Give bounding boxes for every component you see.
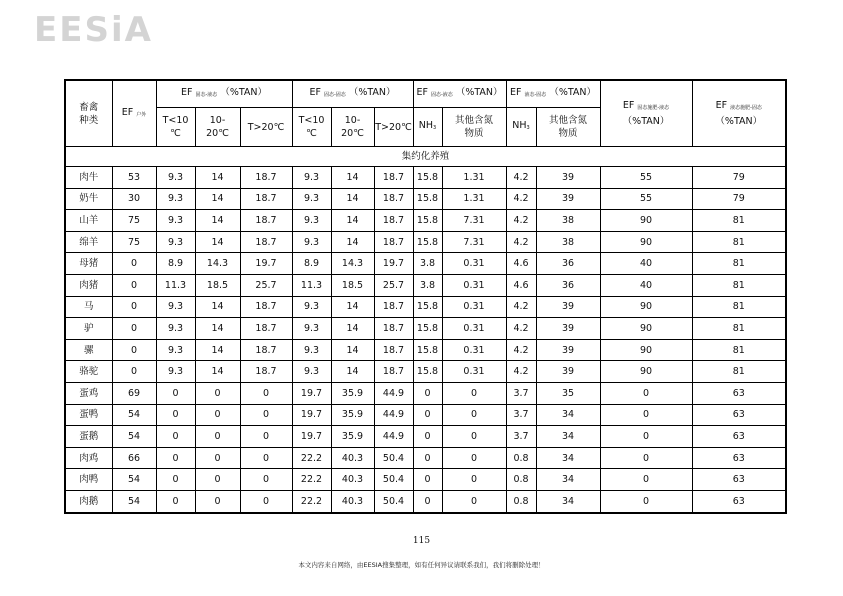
table-cell: 14 xyxy=(331,188,374,210)
table-cell: 0 xyxy=(112,361,156,383)
table-cell: 54 xyxy=(112,490,156,512)
table-cell: 8.9 xyxy=(292,253,331,275)
row-label: 山羊 xyxy=(65,210,112,232)
header-t1: T<10 ℃ xyxy=(156,108,195,147)
table-cell: 0 xyxy=(442,426,506,448)
table-cell: 81 xyxy=(692,274,786,296)
table-cell: 38 xyxy=(536,210,600,232)
table-cell: 4.2 xyxy=(506,231,536,253)
table-cell: 9.3 xyxy=(156,188,195,210)
table-cell: 53 xyxy=(112,167,156,189)
row-label: 马 xyxy=(65,296,112,318)
table-cell: 4.6 xyxy=(506,253,536,275)
header-row-1 xyxy=(65,80,786,108)
header-group-3: EF $_{固态-液态}$ （%TAN） xyxy=(413,80,506,108)
table-cell: 18.7 xyxy=(240,361,292,383)
table-cell: 79 xyxy=(692,167,786,189)
table-cell: 14 xyxy=(195,167,240,189)
table-cell: 40.3 xyxy=(331,447,374,469)
table-cell: 44.9 xyxy=(374,404,413,426)
table-cell: 9.3 xyxy=(156,210,195,232)
table-cell: 0 xyxy=(442,469,506,491)
table-cell: 25.7 xyxy=(374,274,413,296)
table-cell: 0 xyxy=(600,382,692,404)
table-row xyxy=(65,231,786,253)
header-category-label: 畜禽 种类 xyxy=(79,101,99,126)
table-row xyxy=(65,339,786,361)
table-cell: 18.7 xyxy=(240,296,292,318)
table-cell: 9.3 xyxy=(292,318,331,340)
table-cell: 0 xyxy=(112,318,156,340)
table-cell: 90 xyxy=(600,361,692,383)
table-cell: 81 xyxy=(692,296,786,318)
table-row xyxy=(65,382,786,404)
table-row xyxy=(65,404,786,426)
table-cell: 18.7 xyxy=(240,339,292,361)
table-cell: 4.2 xyxy=(506,318,536,340)
table-cell: 40.3 xyxy=(331,469,374,491)
table-row xyxy=(65,167,786,189)
table-cell: 0 xyxy=(195,426,240,448)
table-cell: 0.8 xyxy=(506,469,536,491)
table-cell: 9.3 xyxy=(156,339,195,361)
table-cell: 4.2 xyxy=(506,361,536,383)
table-cell: 39 xyxy=(536,339,600,361)
table-cell: 15.8 xyxy=(413,188,442,210)
table-cell: 35.9 xyxy=(331,426,374,448)
table-cell: 18.7 xyxy=(374,188,413,210)
table-cell: 11.3 xyxy=(156,274,195,296)
table-cell: 0 xyxy=(240,469,292,491)
table-cell: 34 xyxy=(536,447,600,469)
table-cell: 14 xyxy=(331,318,374,340)
table-cell: 0 xyxy=(112,296,156,318)
table-cell: 14 xyxy=(331,296,374,318)
table-cell: 36 xyxy=(536,253,600,275)
table-cell: 0 xyxy=(413,382,442,404)
table-cell: 0.31 xyxy=(442,339,506,361)
table-cell: 0 xyxy=(240,404,292,426)
table-cell: 7.31 xyxy=(442,210,506,232)
footer-note: 本文内容来自网络，由EESIA搜集整理，如有任何异议请联系我们，我们将删除处理！ xyxy=(298,561,545,569)
table-cell: 39 xyxy=(536,167,600,189)
table-cell: 40.3 xyxy=(331,490,374,512)
table-cell: 14 xyxy=(195,231,240,253)
table-cell: 9.3 xyxy=(292,296,331,318)
table-cell: 14.3 xyxy=(195,253,240,275)
table-cell: 0 xyxy=(600,490,692,512)
table-cell: 0.8 xyxy=(506,447,536,469)
table-cell: 3.7 xyxy=(506,426,536,448)
table-cell: 0 xyxy=(600,447,692,469)
section-row xyxy=(65,147,786,167)
table-row xyxy=(65,210,786,232)
table-cell: 0 xyxy=(240,490,292,512)
table-cell: 1.31 xyxy=(442,188,506,210)
table-cell: 4.2 xyxy=(506,167,536,189)
table-cell: 40 xyxy=(600,274,692,296)
table-row xyxy=(65,253,786,275)
table-cell: 9.3 xyxy=(292,339,331,361)
table-cell: 54 xyxy=(112,426,156,448)
row-label: 骡 xyxy=(65,339,112,361)
table-cell: 0 xyxy=(156,447,195,469)
table-cell: 18.5 xyxy=(331,274,374,296)
header-group-1: EF $_{固态-液态}$ （%TAN） xyxy=(156,80,292,108)
table-cell: 7.31 xyxy=(442,231,506,253)
table-cell: 4.6 xyxy=(506,274,536,296)
table-cell: 18.7 xyxy=(374,296,413,318)
table-cell: 18.7 xyxy=(374,231,413,253)
table-cell: 0 xyxy=(600,404,692,426)
table-cell: 15.8 xyxy=(413,361,442,383)
section-title: 集约化养殖 xyxy=(65,147,786,167)
table-cell: 22.2 xyxy=(292,447,331,469)
table-cell: 14 xyxy=(195,210,240,232)
header-group-2: EF $_{固态-固态}$ （%TAN） xyxy=(292,80,413,108)
table-cell: 18.5 xyxy=(195,274,240,296)
table-cell: 14 xyxy=(331,210,374,232)
table-cell: 81 xyxy=(692,339,786,361)
table-cell: 4.2 xyxy=(506,339,536,361)
table-cell: 35.9 xyxy=(331,382,374,404)
table-cell: 9.3 xyxy=(292,361,331,383)
table-cell: 25.7 xyxy=(240,274,292,296)
table-row xyxy=(65,296,786,318)
header-t3: T>20℃ xyxy=(240,108,292,147)
row-label: 肉鸭 xyxy=(65,469,112,491)
table-cell: 90 xyxy=(600,296,692,318)
table-cell: 19.7 xyxy=(240,253,292,275)
row-label: 骆驼 xyxy=(65,361,112,383)
table-cell: 14 xyxy=(195,339,240,361)
table-cell: 81 xyxy=(692,318,786,340)
table-row xyxy=(65,490,786,512)
table-cell: 0 xyxy=(195,490,240,512)
table-cell: 0 xyxy=(442,404,506,426)
table-cell: 75 xyxy=(112,210,156,232)
table-cell: 9.3 xyxy=(292,167,331,189)
eesia-logo: EESiA xyxy=(34,10,153,50)
table-cell: 0 xyxy=(413,469,442,491)
table-cell: 90 xyxy=(600,231,692,253)
table-cell: 18.7 xyxy=(240,231,292,253)
table-cell: 81 xyxy=(692,210,786,232)
table-cell: 15.8 xyxy=(413,318,442,340)
table-cell: 39 xyxy=(536,318,600,340)
table-cell: 0.31 xyxy=(442,274,506,296)
header-t6: T>20℃ xyxy=(374,108,413,147)
row-label: 肉牛 xyxy=(65,167,112,189)
row-label: 肉鸡 xyxy=(65,447,112,469)
table-cell: 0 xyxy=(413,447,442,469)
table-cell: 44.9 xyxy=(374,382,413,404)
table-cell: 1.31 xyxy=(442,167,506,189)
table-cell: 14 xyxy=(331,167,374,189)
table-cell: 35.9 xyxy=(331,404,374,426)
table-cell: 66 xyxy=(112,447,156,469)
header-nh3-2: $NH_3$ xyxy=(506,108,536,147)
table-cell: 0 xyxy=(413,490,442,512)
table-cell: 50.4 xyxy=(374,490,413,512)
table-cell: 34 xyxy=(536,469,600,491)
table-cell: 18.7 xyxy=(240,318,292,340)
table-cell: 14 xyxy=(195,188,240,210)
table-cell: 44.9 xyxy=(374,426,413,448)
table-cell: 18.7 xyxy=(374,361,413,383)
table-cell: 9.3 xyxy=(156,296,195,318)
table-cell: 0 xyxy=(413,404,442,426)
header-group-4: EF $_{液态-固态}$ （%TAN） xyxy=(506,80,600,108)
header-col13: EF $_{固态施肥-液态}$ （%TAN） xyxy=(600,80,692,147)
row-label: 母猪 xyxy=(65,253,112,275)
table-cell: 0 xyxy=(156,426,195,448)
table-cell: 9.3 xyxy=(156,318,195,340)
table-cell: 81 xyxy=(692,361,786,383)
table-cell: 55 xyxy=(600,167,692,189)
table-cell: 3.7 xyxy=(506,382,536,404)
row-label: 蛋鹅 xyxy=(65,426,112,448)
row-label: 肉猪 xyxy=(65,274,112,296)
table-cell: 81 xyxy=(692,253,786,275)
table-cell: 9.3 xyxy=(292,188,331,210)
table-cell: 35 xyxy=(536,382,600,404)
emission-factor-table xyxy=(64,79,787,514)
table-cell: 90 xyxy=(600,210,692,232)
table-row xyxy=(65,318,786,340)
table-cell: 14 xyxy=(331,361,374,383)
table-cell: 0 xyxy=(195,469,240,491)
table-cell: 14 xyxy=(195,361,240,383)
table-cell: 0.31 xyxy=(442,361,506,383)
table-cell: 0 xyxy=(156,404,195,426)
row-label: 驴 xyxy=(65,318,112,340)
table-cell: 36 xyxy=(536,274,600,296)
table-row xyxy=(65,188,786,210)
table-cell: 63 xyxy=(692,447,786,469)
table-cell: 9.3 xyxy=(156,231,195,253)
table-cell: 34 xyxy=(536,490,600,512)
table-cell: 15.8 xyxy=(413,167,442,189)
table-cell: 18.7 xyxy=(374,339,413,361)
table-cell: 15.8 xyxy=(413,231,442,253)
header-nh3: $NH_3$ xyxy=(413,108,442,147)
table-cell: 9.3 xyxy=(292,231,331,253)
header-ef-outdoor: EF $_{户外}$ xyxy=(112,80,156,147)
table-cell: 0.8 xyxy=(506,490,536,512)
row-label: 绵羊 xyxy=(65,231,112,253)
table-cell: 79 xyxy=(692,188,786,210)
table-cell: 4.2 xyxy=(506,296,536,318)
table-cell: 63 xyxy=(692,469,786,491)
header-t2: 10- 20℃ xyxy=(195,108,240,147)
table-cell: 0 xyxy=(240,426,292,448)
table-cell: 0 xyxy=(112,274,156,296)
table-cell: 50.4 xyxy=(374,469,413,491)
table-cell: 3.7 xyxy=(506,404,536,426)
table-cell: 14 xyxy=(195,296,240,318)
table-cell: 3.8 xyxy=(413,274,442,296)
table-cell: 0 xyxy=(195,404,240,426)
table-cell: 0 xyxy=(442,447,506,469)
table-cell: 69 xyxy=(112,382,156,404)
table-cell: 14 xyxy=(331,231,374,253)
table-cell: 15.8 xyxy=(413,339,442,361)
table-cell: 63 xyxy=(692,490,786,512)
table-cell: 18.7 xyxy=(240,210,292,232)
table-cell: 55 xyxy=(600,188,692,210)
table-row xyxy=(65,274,786,296)
table-cell: 19.7 xyxy=(292,382,331,404)
header-category xyxy=(65,80,112,147)
table-cell: 38 xyxy=(536,231,600,253)
table-cell: 39 xyxy=(536,361,600,383)
table-cell: 14 xyxy=(195,318,240,340)
table-cell: 14.3 xyxy=(331,253,374,275)
row-label: 奶牛 xyxy=(65,188,112,210)
table-cell: 0 xyxy=(240,382,292,404)
table-cell: 0.31 xyxy=(442,296,506,318)
table-cell: 9.3 xyxy=(156,361,195,383)
table-cell: 39 xyxy=(536,188,600,210)
table-cell: 54 xyxy=(112,404,156,426)
table-cell: 0 xyxy=(442,382,506,404)
table-cell: 22.2 xyxy=(292,490,331,512)
table-cell: 63 xyxy=(692,382,786,404)
table-cell: 63 xyxy=(692,404,786,426)
table-cell: 15.8 xyxy=(413,210,442,232)
table-cell: 18.7 xyxy=(240,188,292,210)
table-cell: 0 xyxy=(112,253,156,275)
header-t4: T<10 ℃ xyxy=(292,108,331,147)
page-number: 115 xyxy=(412,536,431,546)
table-cell: 9.3 xyxy=(156,167,195,189)
table-cell: 11.3 xyxy=(292,274,331,296)
table-cell: 0 xyxy=(112,339,156,361)
table-cell: 50.4 xyxy=(374,447,413,469)
table-cell: 0 xyxy=(413,426,442,448)
table-cell: 9.3 xyxy=(292,210,331,232)
table-cell: 18.7 xyxy=(374,167,413,189)
table-row xyxy=(65,469,786,491)
table-row xyxy=(65,426,786,448)
table-cell: 34 xyxy=(536,426,600,448)
table-cell: 22.2 xyxy=(292,469,331,491)
row-label: 蛋鸡 xyxy=(65,382,112,404)
table-cell: 75 xyxy=(112,231,156,253)
table-cell: 4.2 xyxy=(506,210,536,232)
table-cell: 19.7 xyxy=(292,426,331,448)
table-cell: 39 xyxy=(536,296,600,318)
table-cell: 4.2 xyxy=(506,188,536,210)
table-cell: 63 xyxy=(692,426,786,448)
table-cell: 18.7 xyxy=(374,318,413,340)
table-cell: 18.7 xyxy=(240,167,292,189)
table-cell: 0 xyxy=(240,447,292,469)
table-cell: 0 xyxy=(442,490,506,512)
table-cell: 30 xyxy=(112,188,156,210)
table-cell: 0.31 xyxy=(442,318,506,340)
table-cell: 3.8 xyxy=(413,253,442,275)
table-cell: 18.7 xyxy=(374,210,413,232)
table-cell: 0 xyxy=(156,382,195,404)
table-cell: 8.9 xyxy=(156,253,195,275)
header-col14: EF $_{液态施肥-固态}$ （%TAN） xyxy=(692,80,786,147)
table-cell: 0 xyxy=(195,382,240,404)
table-body xyxy=(65,147,786,513)
header-other-n-2: 其他含氮 物质 xyxy=(536,108,600,147)
header-t5: 10- 20℃ xyxy=(331,108,374,147)
row-label: 蛋鸭 xyxy=(65,404,112,426)
table-cell: 54 xyxy=(112,469,156,491)
table-row xyxy=(65,447,786,469)
table-cell: 81 xyxy=(692,231,786,253)
table-cell: 19.7 xyxy=(292,404,331,426)
table-cell: 0 xyxy=(156,490,195,512)
row-label: 肉鹅 xyxy=(65,490,112,512)
table-cell: 90 xyxy=(600,339,692,361)
table-cell: 15.8 xyxy=(413,296,442,318)
table-cell: 19.7 xyxy=(374,253,413,275)
table-cell: 14 xyxy=(331,339,374,361)
table-cell: 0 xyxy=(195,447,240,469)
table-cell: 0 xyxy=(156,469,195,491)
table-cell: 90 xyxy=(600,318,692,340)
table-cell: 0.31 xyxy=(442,253,506,275)
table-cell: 0 xyxy=(600,426,692,448)
header-other-n: 其他含氮 物质 xyxy=(442,108,506,147)
table-cell: 34 xyxy=(536,404,600,426)
table-cell: 0 xyxy=(600,469,692,491)
table-cell: 40 xyxy=(600,253,692,275)
table-row xyxy=(65,361,786,383)
